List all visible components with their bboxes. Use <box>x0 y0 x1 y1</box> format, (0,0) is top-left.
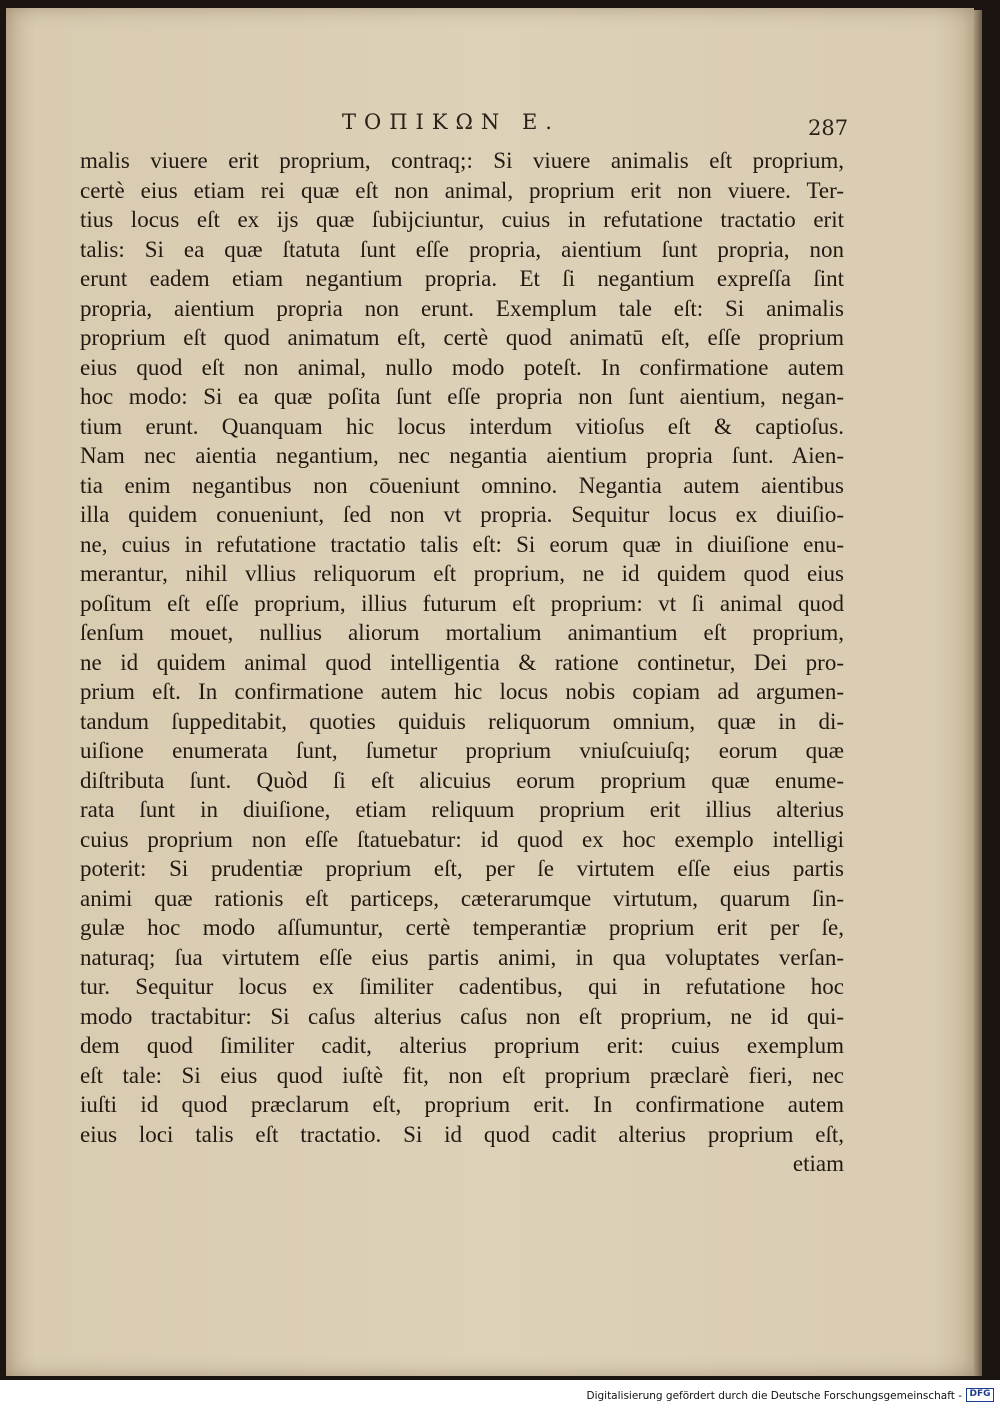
text-line: eius loci talis eſt tractatio. Si id quod cadit alterius proprium eſt, <box>80 1121 844 1147</box>
text-line: uiſione enumerata ſunt, ſumetur proprium vniuſcuiuſq; eorum quæ <box>80 738 844 763</box>
text-line: poterit: Si prudentiæ proprium eſt, per ſe virtutem eſſe eius partis <box>80 856 844 881</box>
text-line: eius quod eſt non animal, nullo modo poteſt. In confirmatione autem <box>80 354 844 380</box>
text-line: hoc modo: Si ea quæ poſita ſunt eſſe propria non ſunt aientium, negan- <box>80 384 844 409</box>
text-line: diſtributa ſunt. Quòd ſi eſt alicuius eorum proprium quæ enume- <box>80 767 844 793</box>
text-line: cuius proprium non eſſe ſtatuebatur: id quod ex hoc exemplo intelligi <box>80 826 844 852</box>
footer-credit: Digitalisierung gefördert durch die Deutsche Forschungsgemeinschaft - <box>586 1390 962 1402</box>
body-text <box>80 146 844 1179</box>
running-head-title: ΤΟΠΙΚΩΝ Ε. <box>342 110 560 134</box>
text-line: gulæ hoc modo aſſumuntur, certè temperantiæ proprium erit per ſe, <box>80 915 844 940</box>
text-line: tia enim negantibus non cōueniunt omnino. Negantia autem aientibus <box>80 472 844 498</box>
text-line: rata ſunt in diuiſione, etiam reliquum proprium erit illius alterius <box>80 797 844 822</box>
text-line: tur. Sequitur locus ex ſimiliter cadentibus, qui in refutatione hoc <box>80 974 844 999</box>
text-line: naturaq; ſua virtutem eſſe eius partis animi, in qua voluptates verſan- <box>80 944 844 970</box>
text-line: tius locus eſt ex ijs quæ ſubijciuntur, cuius in refutatione tractatio erit <box>80 207 844 232</box>
text-line: tium erunt. Quanquam hic locus interdum vitioſus eſt & captioſus. <box>80 413 844 439</box>
text-line: dem quod ſimiliter cadit, alterius proprium erit: cuius exemplum <box>80 1033 844 1058</box>
text-line: modo tractabitur: Si caſus alterius caſus non eſt proprium, ne id qui- <box>80 1003 844 1029</box>
catchword: etiam <box>792 1151 844 1176</box>
text-line: ſenſum mouet, nullius aliorum mortalium animantium eſt proprium, <box>80 620 844 645</box>
text-line: proprium eſt quod animatum eſt, certè quod animatū eſt, eſſe proprium <box>80 325 844 350</box>
text-line: illa quidem conueniunt, ſed non vt propria. Sequitur locus ex diuiſio- <box>80 502 844 527</box>
text-line: propria, aientium propria non erunt. Exemplum tale eſt: Si animalis <box>80 295 844 321</box>
dfg-logo: DFG <box>966 1388 994 1402</box>
text-line: malis viuere erit proprium, contraq;: Si viuere animalis eſt proprium, <box>80 148 844 173</box>
text-line: iuſti id quod præclarum eſt, proprium erit. In confirmatione autem <box>80 1092 844 1117</box>
text-line: erunt eadem etiam negantium propria. Et ſi negantium expreſſa ſint <box>80 266 844 291</box>
page-edge <box>974 10 982 1376</box>
text-line: prium eſt. In confirmatione autem hic locus nobis copiam ad argumen- <box>80 679 844 704</box>
footer <box>0 1380 1000 1409</box>
text-line: talis: Si ea quæ ſtatuta ſunt eſſe propria, aientium ſunt propria, non <box>80 236 844 262</box>
book-page <box>6 8 974 1376</box>
text-line: poſitum eſt eſſe proprium, illius futurum eſt proprium: vt ſi animal quod <box>80 590 844 616</box>
text-line: animi quæ rationis eſt particeps, cæterarumque virtutum, quarum ſin- <box>80 885 844 911</box>
text-line: certè eius etiam rei quæ eſt non animal, proprium erit non viuere. Ter- <box>80 177 844 203</box>
text-line: Nam nec aientia negantium, nec negantia aientium propria ſunt. Aien- <box>80 443 844 468</box>
text-line: ne id quidem animal quod intelligentia & ratione continetur, Dei pro- <box>80 649 844 675</box>
running-head <box>6 108 974 148</box>
text-line: merantur, nihil vllius reliquorum eſt proprium, ne id quidem quod eius <box>80 561 844 586</box>
text-line: eſt tale: Si eius quod iuſtè fit, non eſt proprium præclarè fieri, nec <box>80 1062 844 1088</box>
text-line: ne, cuius in refutatione tractatio talis eſt: Si eorum quæ in diuiſione enu- <box>80 531 844 557</box>
text-line: tandum ſuppeditabit, quoties quiduis reliquorum omnium, quæ in di- <box>80 708 844 734</box>
page-number: 287 <box>808 116 849 140</box>
